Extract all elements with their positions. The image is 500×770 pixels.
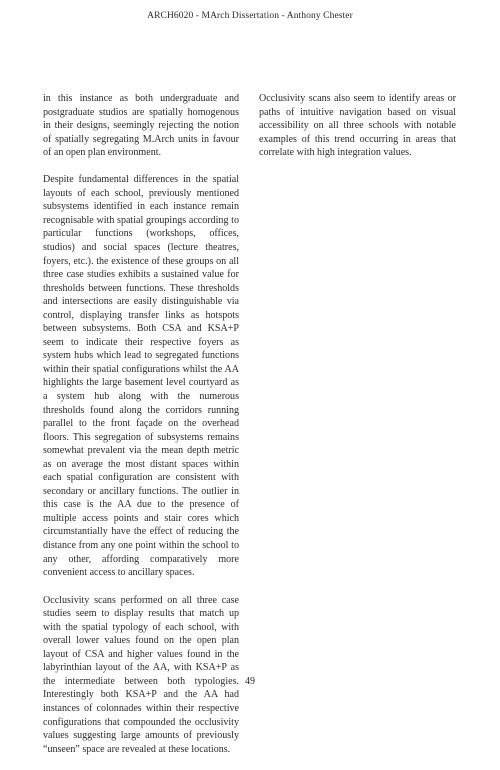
running-header: ARCH6020 - MArch Dissertation - Anthony Chester	[147, 11, 353, 21]
left-text-column	[43, 92, 239, 770]
body-paragraph: in this instance as both undergraduate and postgraduate studios are spatially homogenous in their designs, seemingly rejecting the notion of spatially segregating M.Arch units in favour of an open plan environment.	[43, 93, 239, 159]
page-number: 49	[245, 676, 255, 687]
body-paragraph: Despite fundamental differences in the spatial layouts of each school, previously mentioned subsystems identified in each instance remain recognisable with spatial groupings according to particular functions (workshops, offices, studios) and social spaces (lecture theatres, foyers, etc.). the existence of these groups on all three case studies exhibits a sustained value for thresholds between functions. These thresholds and intersections are easily distinguishable via control, displaying transfer links as hotspots between subsystems. Both CSA and KSA+P seem to indicate their respective foyers as system hubs which lead to segregated functions within their spatial configurations whilst the AA highlights the large basement level courtyard as a system hub along with the numerous thresholds found along the corridors running parallel to the front façade on the overhead floors. This segregation of subsystems remains somewhat prevalent via the mean depth metric as on average the most distant spaces within each spatial configuration are consistent with secondary or ancillary functions. The outlier in this case is the AA due to the presence of multiple access points and stair cores which circumstantially have the effect of reducing the distance from any one point within the school to any other, affording comparatively more convenient access to ancillary spaces.	[43, 174, 239, 579]
body-paragraph: Occlusivity scans also seem to identify areas or paths of intuitive navigation based on visual accessibility on all three schools with notable examples of this trend occurring in areas that correlate with high integration values.	[259, 93, 456, 159]
right-text-column	[259, 92, 456, 173]
body-paragraph: Occlusivity scans performed on all three case studies seem to display results that match up with the spatial typology of each school, with overall lower values found on the open plan layout of CSA and higher values found in the labyrinthian layout of the AA, with KSA+P as the intermediate between both typologies. Interestingly both KSA+P and the AA had instances of colonnades within their respective configurations that compounded the occlusivity values suggesting large amounts of previously “unseen” space are revealed at these locations.	[43, 594, 239, 755]
